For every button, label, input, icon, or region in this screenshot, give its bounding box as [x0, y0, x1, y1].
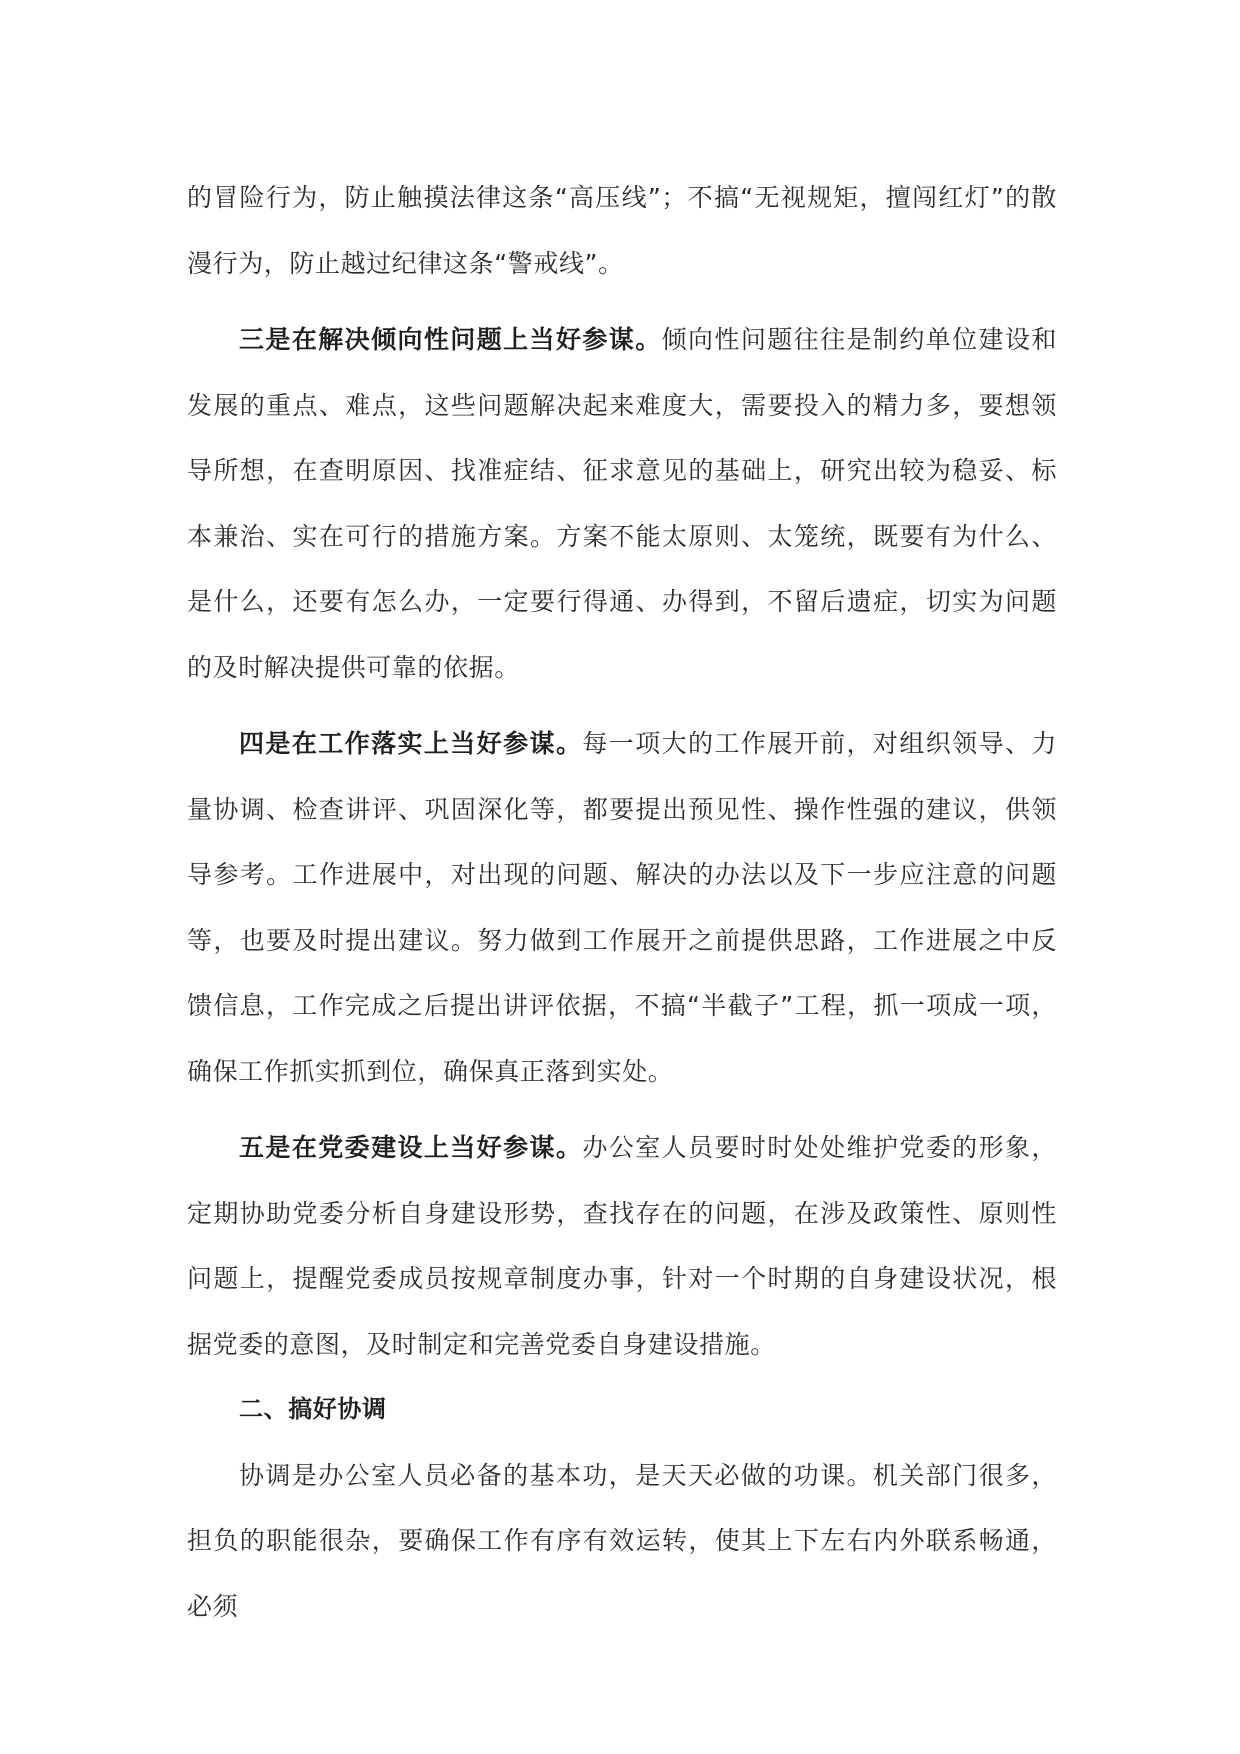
- paragraph-point-five: [187, 1115, 1057, 1377]
- paragraph-text: 每一项大的工作展开前，对组织领导、力量协调、检查讲评、巩固深化等，都要提出预见性、操作性强的建议，供领导参考。工作进展中，对出现的问题、解决的办法以及下一步应注意的问题等，也要及时提出建议。努力做到工作展开之前提供思路，工作进展之中反馈信息，工作完成之后提出讲评依据，不搞“半截子”工程，抓一项成一项，确保工作抓实抓到位，确保真正落到实处。: [187, 729, 1057, 1086]
- paragraph-point-three: [187, 307, 1057, 700]
- paragraph-lead: 四是在工作落实上当好参谋。: [239, 729, 583, 758]
- paragraph-text: 的冒险行为，防止触摸法律这条“高压线”；不搞“无视规矩，擅闯红灯”的散漫行为，防止越过纪律这条“警戒线”。: [187, 183, 1057, 278]
- paragraph-coordination: [187, 1443, 1057, 1640]
- paragraph-text: 办公室人员要时时处处维护党委的形象，定期协助党委分析自身建设形势，查找存在的问题，在涉及政策性、原则性问题上，提醒党委成员按规章制度办事，针对一个时期的自身建设状况，根据党委的意图，及时制定和完善党委自身建设措施。: [187, 1133, 1057, 1359]
- paragraph-lead: 三是在解决倾向性问题上当好参谋。: [239, 325, 662, 354]
- document-body: [187, 165, 1057, 1639]
- paragraph-text: 协调是办公室人员必备的基本功，是天天必做的功课。机关部门很多，担负的职能很杂，要确保工作有序有效运转，使其上下左右内外联系畅通，必须: [187, 1460, 1057, 1621]
- paragraph-point-four: [187, 711, 1057, 1104]
- paragraph-lead: 五是在党委建设上当好参谋。: [239, 1133, 583, 1162]
- section-heading: 二、搞好协调: [239, 1395, 387, 1423]
- paragraph-continuation: [187, 165, 1057, 296]
- paragraph-text: 倾向性问题往往是制约单位建设和发展的重点、难点，这些问题解决起来难度大，需要投入的精力多，要想领导所想，在查明原因、找准症结、征求意见的基础上，研究出较为稳妥、标本兼治、实在可行的措施方案。方案不能太原则、太笼统，既要有为什么、是什么，还要有怎么办，一定要行得通、办得到，不留后遗症，切实为问题的及时解决提供可靠的依据。: [187, 325, 1057, 682]
